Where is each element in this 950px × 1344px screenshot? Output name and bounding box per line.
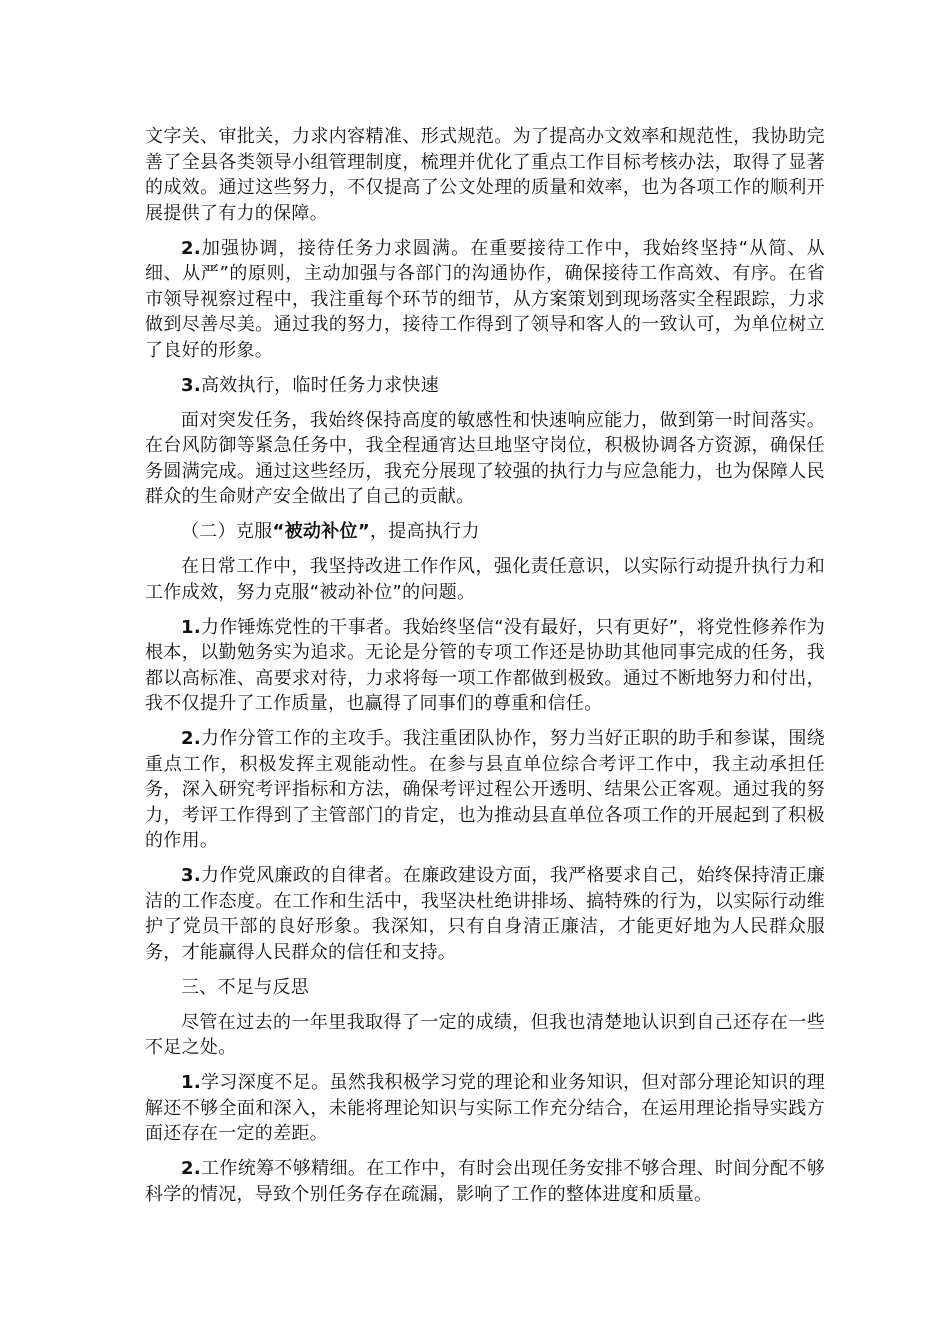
paragraph: [145, 863, 825, 965]
paragraph-text: 加强协调，接待任务力求圆满。在重要接待工作中，我始终坚持“从简、从细、从严”的原则，主动加强与各部门的沟通协作，确保接待工作高效、有序。在省市领导视察过程中，我注重每个环节的细节，从方案策划到现场落实全程跟踪，力求做到尽善尽美。通过我的努力，接待工作得到了领导和客人的一致认可，为单位树立了良好的形象。: [145, 237, 825, 361]
item-number: 3.: [181, 865, 201, 886]
paragraph: [145, 1010, 825, 1061]
paragraph-text: 力作锤炼党性的干事者。我始终坚信“没有最好，只有更好”，将党性修养作为根本，以勤勉务实为追求。无论是分管的专项工作还是协助其他同事完成的任务，我都以高标准、高要求对待，力求将每一项工作都做到极致。通过不断地努力和付出，我不仅提升了工作质量，也赢得了同事们的尊重和信任。: [145, 616, 825, 714]
document-page: [145, 124, 825, 1217]
paragraph: [145, 726, 825, 854]
item-number: 2.: [181, 237, 201, 259]
subheading: [145, 373, 825, 399]
paragraph-text: 尽管在过去的一年里我取得了一定的成绩，但我也清楚地认识到自己还存在一些不足之处。: [145, 1011, 825, 1058]
item-number: 1.: [181, 1072, 201, 1093]
section-heading: [145, 975, 825, 1001]
paragraph-text: 在日常工作中，我坚持改进工作作风，强化责任意识，以实际行动提升执行力和工作成效，努力克服“被动补位”的问题。: [145, 556, 825, 603]
paragraph-text: 面对突发任务，我始终保持高度的敏感性和快速响应能力，做到第一时间落实。在台风防御等紧急任务中，我全程通宵达旦地坚守岗位，积极协调各方资源，确保任务圆满完成。通过这些经历，我充分展现了较强的执行力与应急能力，也为保障人民群众的生命财产安全做出了自己的贡献。: [145, 409, 825, 507]
paragraph: [145, 124, 825, 226]
paragraph: [145, 408, 825, 510]
paragraph: [145, 554, 825, 605]
paragraph: [145, 615, 825, 717]
heading-prefix: （二）克服: [181, 521, 273, 542]
item-number: 2.: [181, 728, 201, 749]
heading-text: 三、不足与反思: [181, 976, 310, 998]
paragraph-text: 学习深度不足。虽然我积极学习党的理论和业务知识，但对部分理论知识的理解还不够全面和深入，未能将理论知识与实际工作充分结合，在运用理论指导实践方面还存在一定的差距。: [145, 1072, 825, 1144]
paragraph: [145, 236, 825, 364]
item-number: 2.: [181, 1158, 201, 1179]
paragraph-text: 工作统筹不够精细。在工作中，有时会出现任务安排不够合理、时间分配不够科学的情况，导致个别任务存在疏漏，影响了工作的整体进度和质量。: [145, 1158, 825, 1205]
heading-suffix: ，提高执行力: [369, 521, 480, 542]
heading-quote: “被动补位”: [272, 521, 370, 542]
subheading-text: 高效执行，临时任务力求快速: [200, 374, 439, 396]
paragraph: [145, 1156, 825, 1207]
paragraph-text: 文字关、审批关，力求内容精准、形式规范。为了提高办文效率和规范性，我协助完善了全县各类领导小组管理制度，梳理并优化了重点工作目标考核办法，取得了显著的成效。通过这些努力，不仅提高了公文处理的质量和效率，也为各项工作的顺利开展提供了有力的保障。: [145, 126, 825, 224]
paragraph: [145, 1070, 825, 1147]
item-number: 3.: [181, 374, 201, 396]
paragraph-text: 力作党风廉政的自律者。在廉政建设方面，我严格要求自己，始终保持清正廉洁的工作态度。在工作和生活中，我坚决杜绝讲排场、搞特殊的行为，以实际行动维护了党员干部的良好形象。我深知，只有自身清正廉洁，才能更好地为人民群众服务，才能赢得人民群众的信任和支持。: [145, 865, 825, 963]
section-heading: [145, 519, 825, 545]
paragraph-text: 力作分管工作的主攻手。我注重团队协作，努力当好正职的助手和参谋，围绕重点工作，积极发挥主观能动性。在参与县直单位综合考评工作中，我主动承担任务，深入研究考评指标和方法，确保考评过程公开透明、结果公正客观。通过我的努力，考评工作得到了主管部门的肯定，也为推动县直单位各项工作的开展起到了积极的作用。: [145, 728, 825, 851]
item-number: 1.: [181, 616, 201, 638]
